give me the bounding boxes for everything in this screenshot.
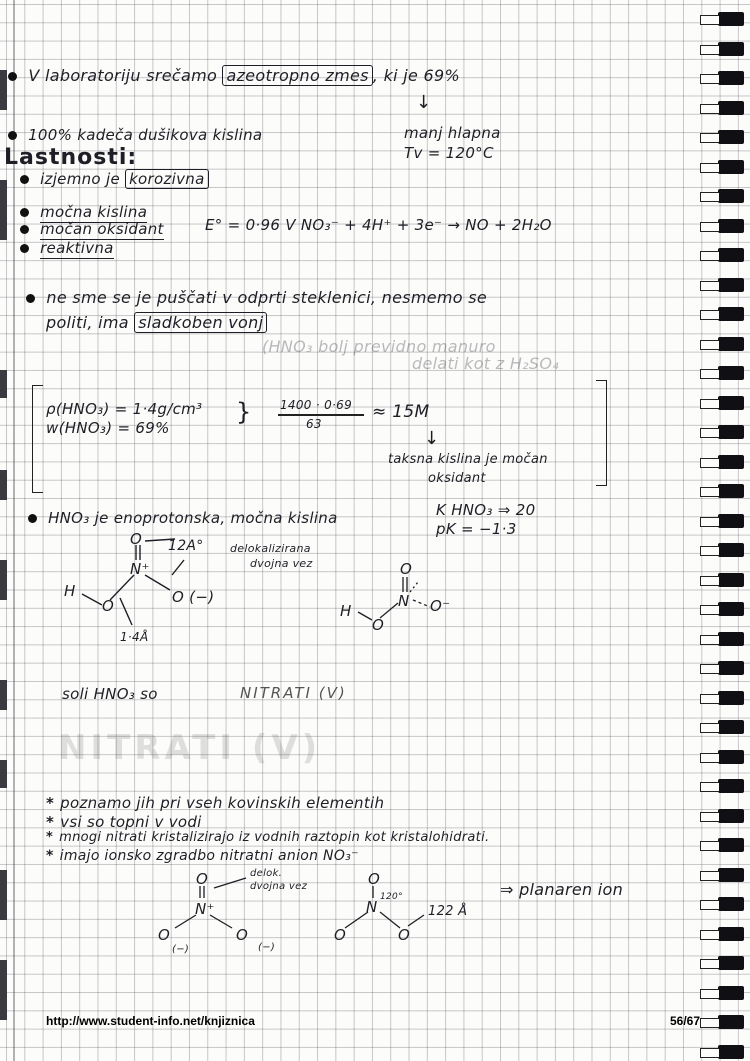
charge-label: (−) [172,944,190,955]
note-text: močna kislina [40,203,148,221]
note-text: imajo ionsko zgradbo nitratni anion NO₃⁻ [59,848,359,864]
calc-fraction-denominator: 63 [306,417,322,431]
bond-angle: 120° [380,892,403,902]
acid-constant: K HNO₃ ⇒ 20 [436,501,536,519]
bond-angle: 12A° [168,538,204,554]
calc-note: taksna kislina je močan [388,452,548,467]
atom-o: O [158,926,171,944]
salts-text: soli HNO₃ so [62,685,158,703]
calc-note: oksidant [428,471,486,486]
nitrate-fact-4: * imajo ionsko zgradbo nitratni anion NO₃⁻ [46,848,359,864]
note-boxed-term: korozivna [125,169,209,189]
atom-o: O [130,530,143,548]
atom-o: O⁻ [430,597,451,615]
atom-o: O [334,926,347,944]
note-text: poznamo jih pri vseh kovinskih elementih [60,794,385,812]
atom-o: O [400,560,413,578]
note-text: , ki je 69% [372,66,461,85]
atom-o: O (−) [172,588,215,606]
atom-n: N [366,898,378,916]
note-side-text: manj hlapna [404,124,501,142]
note-text: mnogi nitrati kristalizirajo iz vodnih raztopin kot kristalohidrati. [59,830,490,845]
section-heading: Lastnosti: [4,145,138,170]
footer-url[interactable]: http://www.student-info.net/knjiznica [46,1014,255,1028]
atom-h: H [340,602,352,620]
bond-length: 1·4Å [120,630,149,644]
note-text: vsi so topni v vodi [60,813,202,831]
note-boxed-term: azeotropno zmes [222,65,372,86]
atom-o: O [398,926,411,944]
nitrate-fact-2: * vsi so topni v vodi [46,813,202,831]
page-number: 56/67 [670,1014,701,1028]
faint-note: delati kot z H₂SO₄ [412,354,559,373]
faint-note: (HNO₃ bolj previdno manuro [262,337,496,356]
faint-heading: NITRATI (V) [58,728,322,768]
note-boxed-term: sladkoben vonj [134,312,267,333]
delocal-label: delok. [250,868,283,879]
note-text: reaktivna [40,239,114,257]
nitrate-fact-3: * mnogi nitrati kristalizirajo iz vodnih raztopin kot kristalohidrati. [46,830,490,845]
atom-n: N [398,592,410,610]
calc-fraction-numerator: 1400 · 0·69 [280,398,353,412]
pk-value: pK = −1·3 [436,520,517,538]
atom-n: N⁺ [195,900,215,918]
atom-o: O [196,870,209,888]
planar-note: ⇒ planaren ion [500,880,624,899]
bond-length: 122 Å [428,904,468,919]
calc-result: ≈ 15M [372,402,430,422]
arrow-down-icon: ↓ [416,92,432,113]
atom-o: O [372,616,385,634]
delocal-label: dvojna vez [250,557,313,570]
note-text: ne sme se je puščati v odprti steklenici, nesmemo se [46,288,488,307]
note-text: politi, ima [46,313,129,332]
brace-icon: } [236,398,252,426]
atom-h: H [64,582,76,600]
atom-n: N⁺ [130,560,150,578]
atom-o: O [368,870,381,888]
charge-label: (−) [258,942,276,953]
arrow-down-icon: ↓ [424,428,440,449]
atom-o: O [236,926,249,944]
delocal-label: dvojna vez [250,881,308,892]
atom-o: O [102,597,115,615]
salts-name: NITRATI (V) [240,684,347,702]
note-text: močan oksidant [40,220,164,238]
note-text: izjemno je [40,170,120,188]
note-side-text: Tv = 120°C [404,144,494,162]
calc-mass-fraction: w(HNO₃) = 69% [46,419,170,437]
calc-density: ρ(HNO₃) = 1·4g/cm³ [46,400,203,418]
delocal-label: delokalizirana [230,542,311,555]
note-text: HNO₃ je enoprotonska, močna kislina [48,509,338,527]
note-text: 100% kadeča dušikova kislina [28,126,263,144]
note-text: V laboratoriju srečamo [28,66,218,85]
reduction-equation: E° = 0·96 V NO₃⁻ + 4H⁺ + 3e⁻ → NO + 2H₂O [205,216,552,234]
nitrate-fact-1: * poznamo jih pri vseh kovinskih elementih [46,794,385,812]
